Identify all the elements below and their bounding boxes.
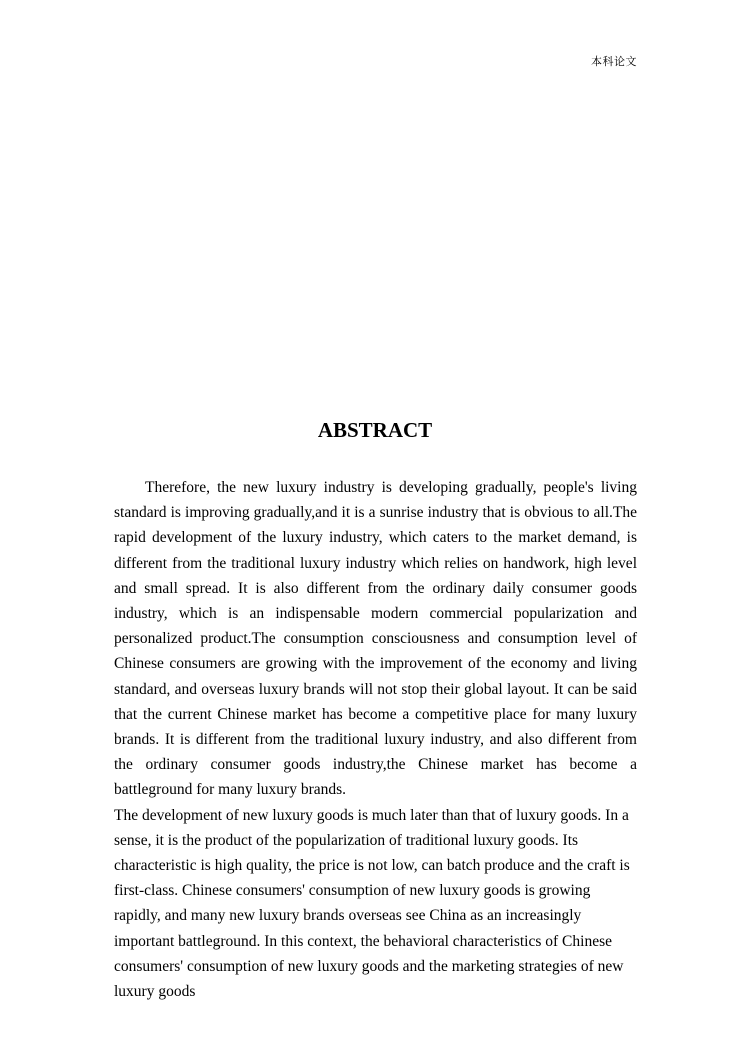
abstract-title: ABSTRACT (317, 418, 433, 442)
abstract-paragraph-1: Therefore, the new luxury industry is developing gradually, people's living standard is improving gradually,and it is a sunrise industry that is obvious to all.The rapid development of the luxury industry, which caters to the market demand, is different from the traditional luxury industry which relies on handwork, high level and small spread. It is also different from the ordinary daily consumer goods industry, which is an indispensable modern commercial popularization and personalized product.The consumption consciousness and consumption level of Chinese consumers are growing with the improvement of the economy and living standard, and overseas luxury brands will not stop their global layout. It can be said that the current Chinese market has become a competitive place for many luxury brands. It is different from the traditional luxury industry, and also different from the ordinary consumer goods industry,the Chinese market has become a battleground for many luxury brands. (114, 479, 637, 799)
page-header-label: 本科论文 (591, 55, 637, 68)
abstract-paragraph-2: The development of new luxury goods is much later than that of luxury goods. In a sense, it is the product of the popularization of traditional luxury goods. Its characteristic is high quality, the price is not low, can batch produce and the craft is first-class. Chinese consumers' consumption of new luxury goods is growing rapidly, and many new luxury brands overseas see China as an increasingly important battleground. In this context, the behavioral characteristics of Chinese consumers' consumption of new luxury goods and the marketing strategies of new luxury goods (114, 806, 630, 1001)
abstract-body (114, 475, 637, 1004)
